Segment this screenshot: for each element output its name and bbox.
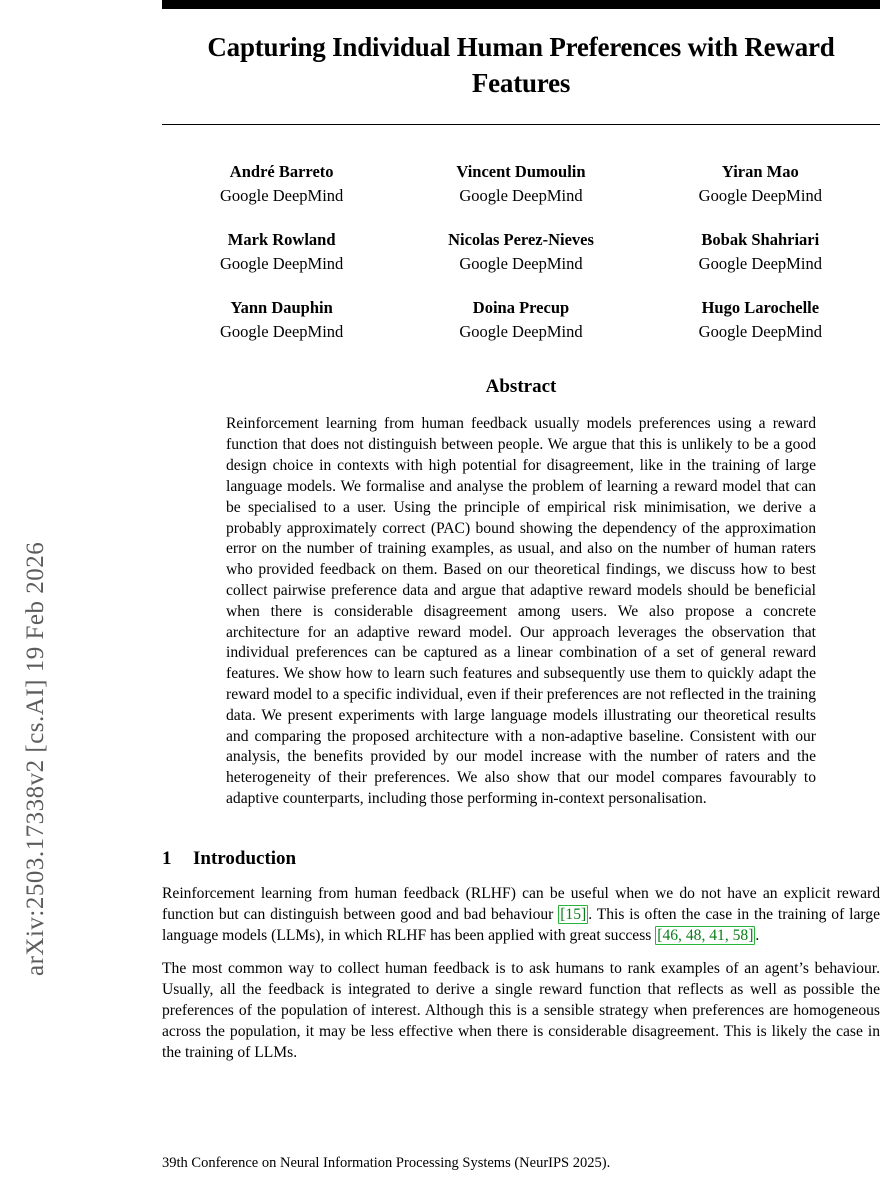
intro-paragraph-1 [162,884,880,946]
author-affiliation: Google DeepMind [459,322,583,341]
author-name: Yann Dauphin [230,297,333,317]
citation-link[interactable]: [46, 48, 41, 58] [657,926,754,944]
author-entry [641,229,880,275]
author-entry [401,297,640,343]
author-row [162,161,880,207]
section-title: Introduction [193,847,297,869]
author-entry [162,229,401,275]
author-entry [401,229,640,275]
author-affiliation: Google DeepMind [698,186,822,206]
author-affiliation: Google DeepMind [459,254,583,274]
author-name: Hugo Larochelle [701,297,820,317]
author-entry [162,297,401,343]
author-affiliation: Google DeepMind [698,322,822,341]
citation-link[interactable]: [15] [560,905,587,923]
author-name: Bobak Shahriari [701,229,820,249]
author-name: Nicolas Perez-Nieves [448,229,594,249]
author-name: Doina Precup [472,297,570,317]
author-entry [162,161,401,207]
paragraph-text-part: . [755,926,760,944]
abstract-text: Reinforcement learning from human feedback usually models preferences using a reward function that does not distinguish between people. We argue that this is unlikely to be a good design choice in contexts with high potential for disagreement, like in the training of large language models. We formalise and analyse the problem of learning a reward model that can be specialised to a user. Using the principle of empirical risk minimisation, we derive a probably approximately correct (PAC) bound showing the dependency of the approximation error on the number of training examples, as usual, and also on the number of human raters who provided feedback on them. Based on our theoretical findings, we discuss how to best collect pairwise preference data and argue that adaptive reward models should be beneficial when there is considerable disagreement among users. We also propose a concrete architecture for an adaptive reward model. Our approach leverages the observation that individual preferences can be captured as a linear combination of a set of general reward features. We show how to learn such features and subsequently use them to quickly adapt the reward model to a specific individual, even if their preferences are not reflected in the training data. We present experiments with large language models illustrating our theoretical results and comparing the proposed architecture with a non-adaptive baseline. Consistent with our analysis, the benefits provided by our model increase with the number of raters and the heterogeneity of their preferences. We also show that our model compares favourably to adaptive counterparts, including those performing in-context personalisation. [226,415,816,808]
author-name: Vincent Dumoulin [456,161,586,181]
conference-footer: 39th Conference on Neural Information Processing Systems (NeurIPS 2025). [162,1155,611,1171]
arxiv-identifier-stamp: arXiv:2503.17338v2 [cs.AI] 19 Feb 2026 [22,541,49,976]
author-name: Mark Rowland [227,229,336,249]
abstract-heading: Abstract [485,376,557,398]
author-affiliation: Google DeepMind [220,322,344,341]
paragraph-text-part: . This is often the case in the training of large language models (LLMs), in which RLHF has been applied with great success [162,905,880,944]
paragraph-text-part: Reinforcement learning from human feedback (RLHF) can be useful when we do not have an explicit reward function but can distinguish between good and bad behaviour [162,884,880,923]
author-row [162,229,880,275]
section-heading [162,848,880,870]
author-name: André Barreto [229,161,334,181]
author-name: Yiran Mao [721,161,799,181]
paper-page [162,0,880,1200]
section-number: 1 [162,847,172,869]
author-entry [641,161,880,207]
author-affiliation: Google DeepMind [220,186,344,206]
page-title: Capturing Individual Human Preferences with Reward Features [207,32,835,98]
author-affiliation: Google DeepMind [220,254,344,274]
author-row [162,297,880,343]
author-affiliation: Google DeepMind [698,254,822,274]
author-entry [401,161,640,207]
author-entry [641,297,880,343]
author-affiliation: Google DeepMind [459,186,583,206]
author-block [162,161,880,343]
intro-paragraph-2: The most common way to collect human feedback is to ask humans to rank examples of an agent’s behaviour. Usually, all the feedback is integrated to derive a single reward function that reflects as well as possible the preferences of the population of interest. Although this is a sensible strategy when preferences are homogeneous across the population, it may be less effective when there is considerable disagreement. This is likely the case in the training of LLMs. [162,960,880,1061]
title-rule [162,124,880,125]
